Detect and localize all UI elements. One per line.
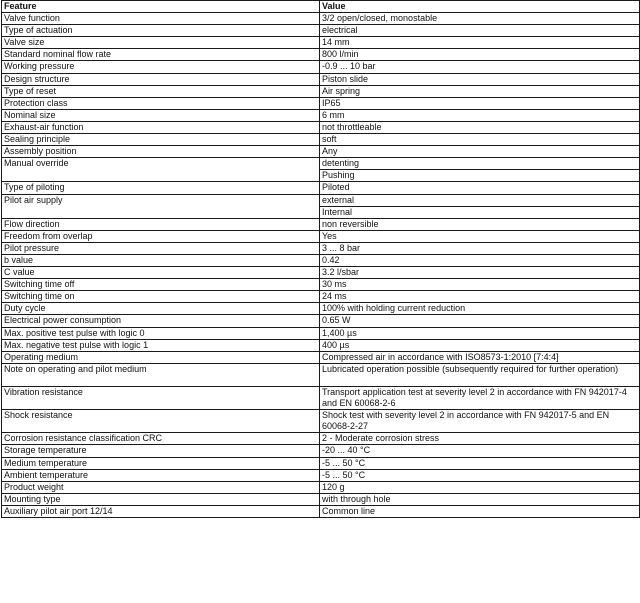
table-row: [2, 121, 640, 133]
value-line: -0.9 ... 10 bar: [322, 61, 376, 72]
value-line: Pushing: [320, 169, 639, 181]
value-line: 30 ms: [322, 279, 347, 290]
value-cell: [320, 218, 640, 230]
table-row: [2, 387, 640, 410]
table-row: [2, 85, 640, 97]
value-line: Common line: [322, 505, 376, 516]
value-line: 100% with holding current reduction: [322, 303, 466, 314]
value-line: non reversible: [322, 218, 379, 229]
value-cell: [320, 13, 640, 25]
value-cell: [320, 469, 640, 481]
feature-cell: Freedom from overlap: [2, 230, 320, 242]
value-line: 400 µs: [322, 339, 350, 350]
value-cell: [320, 97, 640, 109]
spec-table: [1, 0, 640, 518]
table-row: [2, 13, 640, 25]
table-body: [2, 13, 640, 518]
table-row: [2, 254, 640, 266]
table-row: [2, 267, 640, 279]
feature-cell: Type of reset: [2, 85, 320, 97]
feature-cell: Vibration resistance: [2, 387, 320, 410]
value-line: IP65: [322, 97, 341, 108]
feature-cell: Design structure: [2, 73, 320, 85]
table-row: [2, 49, 640, 61]
value-cell: [320, 230, 640, 242]
table-row: [2, 291, 640, 303]
value-line: -5 ... 50 °C: [322, 469, 366, 480]
feature-cell: Type of piloting: [2, 182, 320, 194]
table-row: [2, 339, 640, 351]
value-line: 120 g: [322, 481, 345, 492]
feature-cell: Assembly position: [2, 146, 320, 158]
feature-cell: Mounting type: [2, 493, 320, 505]
feature-cell: Medium temperature: [2, 457, 320, 469]
feature-cell: Standard nominal flow rate: [2, 49, 320, 61]
value-line: Compressed air in accordance with ISO8573-1:2010 [7:4:4]: [322, 351, 559, 362]
value-line: 2 - Moderate corrosion stress: [322, 433, 440, 444]
value-cell: [320, 37, 640, 49]
value-line: -5 ... 50 °C: [322, 457, 366, 468]
value-line: 0.65 W: [322, 315, 351, 326]
value-line: -20 ... 40 °C: [322, 445, 371, 456]
feature-cell: Valve size: [2, 37, 320, 49]
table-row: [2, 194, 640, 218]
feature-cell: b value: [2, 254, 320, 266]
value-line: 6 mm: [322, 109, 345, 120]
table-row: [2, 134, 640, 146]
value-line: external: [322, 194, 355, 205]
table-row: [2, 37, 640, 49]
value-cell: [320, 457, 640, 469]
table-row: [2, 158, 640, 182]
feature-cell: Sealing principle: [2, 134, 320, 146]
value-line: 24 ms: [322, 291, 347, 302]
feature-cell: Working pressure: [2, 61, 320, 73]
value-cell: [320, 146, 640, 158]
value-line: Internal: [320, 206, 639, 218]
value-line: Transport application test at severity level 2 in accordance with FN 942017-4 and EN 60068-2-6: [322, 387, 627, 409]
value-cell: [320, 493, 640, 505]
feature-cell: Product weight: [2, 481, 320, 493]
value-line: Piston slide: [322, 73, 369, 84]
value-cell: [320, 85, 640, 97]
table-row: [2, 242, 640, 254]
table-row: [2, 182, 640, 194]
table-row: [2, 146, 640, 158]
value-cell: [320, 158, 640, 182]
feature-cell: Nominal size: [2, 109, 320, 121]
value-cell: [320, 121, 640, 133]
feature-cell: C value: [2, 267, 320, 279]
value-line: 800 l/min: [322, 49, 359, 60]
value-line: Shock test with severity level 2 in accordance with FN 942017-5 and EN 60068-2-27: [322, 410, 610, 432]
table-header-row: [2, 1, 640, 13]
value-line: Air spring: [322, 85, 361, 96]
value-cell: [320, 291, 640, 303]
feature-cell: Electrical power consumption: [2, 315, 320, 327]
feature-cell: Corrosion resistance classification CRC: [2, 433, 320, 445]
value-cell: [320, 433, 640, 445]
value-line: 3.2 l/sbar: [322, 267, 360, 278]
value-cell: [320, 351, 640, 363]
table-row: [2, 315, 640, 327]
feature-cell: Max. positive test pulse with logic 0: [2, 327, 320, 339]
feature-cell: Storage temperature: [2, 445, 320, 457]
value-cell: [320, 61, 640, 73]
table-row: [2, 303, 640, 315]
table-row: [2, 457, 640, 469]
table-row: [2, 230, 640, 242]
feature-cell: Exhaust-air function: [2, 121, 320, 133]
value-cell: [320, 267, 640, 279]
table-row: [2, 218, 640, 230]
value-cell: [320, 339, 640, 351]
value-cell: [320, 505, 640, 517]
value-line: Lubricated operation possible (subsequently required for further operation): [322, 363, 619, 374]
value-cell: [320, 279, 640, 291]
value-cell: [320, 25, 640, 37]
value-cell: [320, 410, 640, 433]
value-cell: [320, 182, 640, 194]
value-cell: [320, 303, 640, 315]
feature-cell: Duty cycle: [2, 303, 320, 315]
table-row: [2, 493, 640, 505]
feature-cell: Pilot air supply: [2, 194, 320, 218]
value-line: soft: [322, 134, 337, 145]
table-row: [2, 433, 640, 445]
table-row: [2, 25, 640, 37]
table-row: [2, 97, 640, 109]
value-cell: [320, 363, 640, 386]
value-line: 3/2 open/closed, monostable: [322, 13, 438, 24]
table-row: [2, 279, 640, 291]
value-cell: [320, 445, 640, 457]
table-row: [2, 327, 640, 339]
feature-cell: Flow direction: [2, 218, 320, 230]
table-row: [2, 505, 640, 517]
feature-cell: Shock resistance: [2, 410, 320, 433]
value-cell: [320, 109, 640, 121]
value-cell: [320, 49, 640, 61]
table-row: [2, 410, 640, 433]
feature-cell: Valve function: [2, 13, 320, 25]
feature-cell: Ambient temperature: [2, 469, 320, 481]
value-line: 1,400 µs: [322, 327, 357, 338]
value-cell: [320, 481, 640, 493]
table-row: [2, 109, 640, 121]
table-row: [2, 61, 640, 73]
value-line: 0.42: [322, 254, 340, 265]
feature-cell: Manual override: [2, 158, 320, 182]
value-line: 3 ... 8 bar: [322, 242, 361, 253]
feature-cell: Switching time off: [2, 279, 320, 291]
value-line: detenting: [322, 158, 360, 169]
feature-cell: Switching time on: [2, 291, 320, 303]
column-header-feature: Feature: [2, 1, 320, 13]
feature-cell: Pilot pressure: [2, 242, 320, 254]
value-line: 14 mm: [322, 37, 350, 48]
value-cell: [320, 315, 640, 327]
value-cell: [320, 73, 640, 85]
feature-cell: Note on operating and pilot medium: [2, 363, 320, 386]
value-line: electrical: [322, 25, 358, 36]
table-row: [2, 73, 640, 85]
value-line: Piloted: [322, 182, 350, 193]
value-line: Any: [322, 146, 338, 157]
table-row: [2, 445, 640, 457]
table-row: [2, 469, 640, 481]
value-cell: [320, 327, 640, 339]
feature-cell: Auxiliary pilot air port 12/14: [2, 505, 320, 517]
value-cell: [320, 242, 640, 254]
feature-cell: Operating medium: [2, 351, 320, 363]
table-row: [2, 351, 640, 363]
value-cell: [320, 194, 640, 218]
value-line: with through hole: [322, 493, 391, 504]
feature-cell: Type of actuation: [2, 25, 320, 37]
feature-cell: Max. negative test pulse with logic 1: [2, 339, 320, 351]
feature-cell: Protection class: [2, 97, 320, 109]
value-cell: [320, 254, 640, 266]
value-cell: [320, 134, 640, 146]
table-row: [2, 481, 640, 493]
table-row: [2, 363, 640, 386]
value-line: Yes: [322, 230, 337, 241]
column-header-value: Value: [320, 1, 640, 13]
value-cell: [320, 387, 640, 410]
value-line: not throttleable: [322, 121, 382, 132]
